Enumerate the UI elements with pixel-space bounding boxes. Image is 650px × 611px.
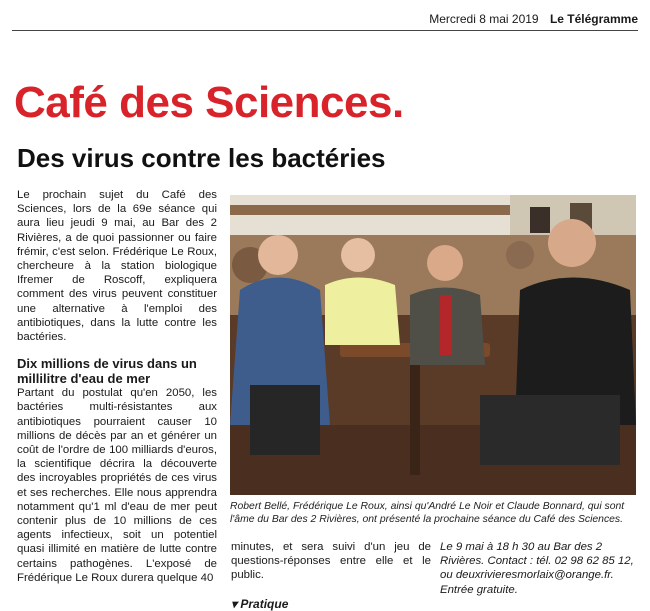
page-header [12, 8, 638, 31]
issue-date: Mercredi 8 mai 2019 [429, 12, 539, 26]
text-column-2 [231, 540, 431, 611]
kicker-title: Café des Sciences. [14, 78, 404, 127]
lead-paragraph: Le prochain sujet du Café des Sciences, lors de la 69e séance qui aura lieu jeudi 9 mai, au Bar des 2 Rivières, a de quoi passionner ou faire frémir, c'est selon. Frédérique Le Roux, chercheure à la station biologique Ifremer de Roscoff, expliquera comment des virus peuvent constituer une alternative à l'emploi des antibiotiques, dans la lutte contre les bactéries. [17, 189, 217, 344]
text-column-1 [17, 188, 217, 585]
pratique-heading: ▾ Pratique [231, 596, 289, 611]
headline: Des virus contre les bactéries [17, 143, 386, 173]
photo-caption: Robert Bellé, Frédérique Le Roux, ainsi qu'André Le Noir et Claude Bonnard, qui sont l'âme du Bar des 2 Rivières, ont présenté la prochaine séance du Café des Sciences. [230, 501, 625, 525]
publication-name: Le Télégramme [549, 12, 638, 26]
practical-info: Le 9 mai à 18 h 30 au Bar des 2 Rivières. Contact : tél. 02 98 62 85 12, ou deuxrivieresmorlaix@orange.fr. Entrée gratuite. [440, 541, 634, 596]
photo-illustration [230, 195, 636, 495]
article-photo [230, 195, 636, 495]
body-continued: minutes, et sera suivi d'un jeu de questions-réponses entre elle et le public. [231, 541, 431, 582]
text-column-3 [440, 540, 636, 597]
body-paragraph: Partant du postulat qu'en 2050, les bactéries multi-résistantes aux antibiotiques pourraient causer 10 millions de décès par an et générer un coût de l'ordre de 100 milliards d'euros, la scientifique décrira la découverte des incroyables propriétés de ces virus et ses recherches. Elle nous apprendra notamment qu'1 ml d'eau de mer peut contenir plus de 10 millions de ces agents infectieux, soit un potentiel quasi illimité en matière de lutte contre certains pathogènes. L'exposé de Frédérique Le Roux durera quelque 40 [17, 387, 217, 584]
subheading: Dix millions de virus dans un millilitre d'eau de mer [17, 356, 197, 387]
